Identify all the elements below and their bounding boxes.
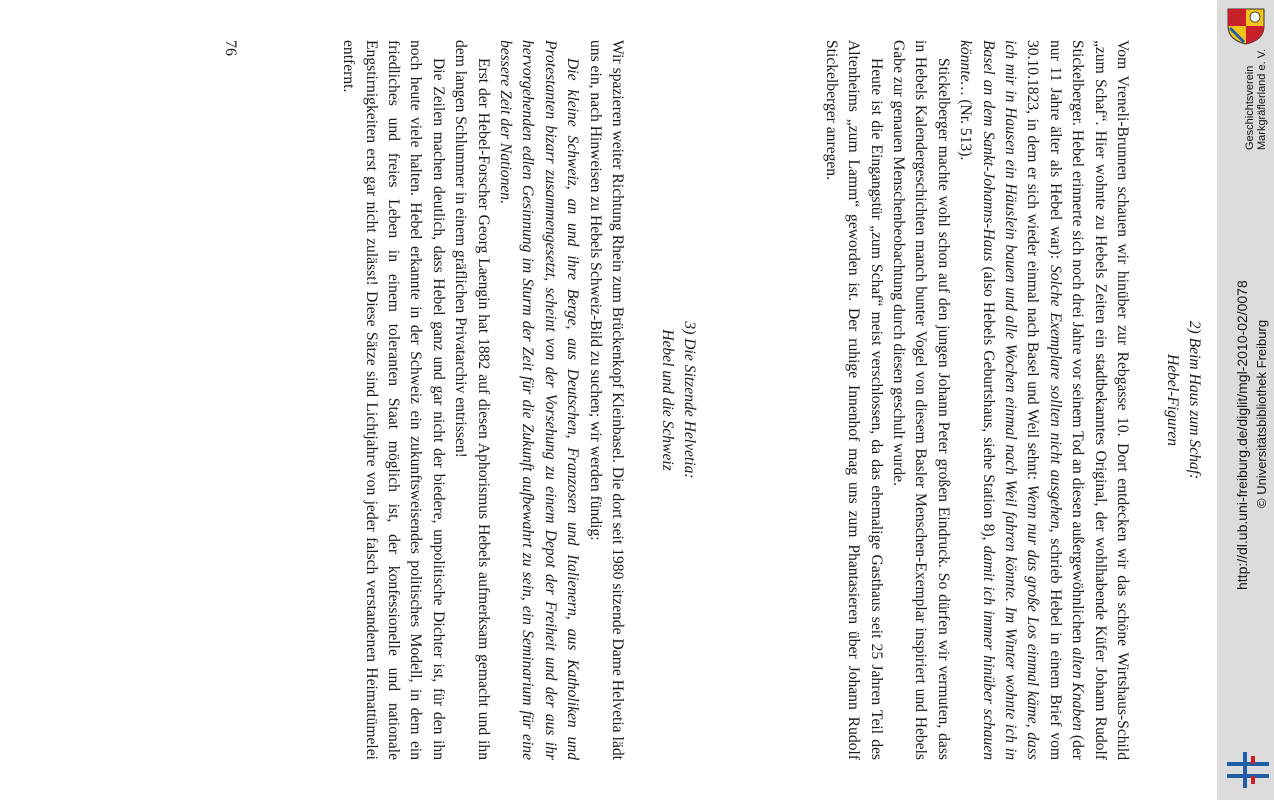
section1-paragraph-1-segment: Wenn nur das große Los einmal käme, dass ich mir in Hausen ein Häuslein bauen und alle Wochen einmal nach Weil fahren könnte. Im Winter wohnte ich in Basel an dem Sankt-Johanns-Haus xyxy=(979,40,1042,760)
section2-paragraph-1: Wir spazieren weiter Richtung Rhein zum Brückenkopf Kleinbasel. Die dort seit 1980 sitzende Dame Helvetia lädt uns ein, nach Hinweisen zu Hebels Schweiz-Bild zu suchen; wir werden fündig: xyxy=(586,40,626,760)
section2-subtitle: Hebel und die Schweiz xyxy=(659,329,676,471)
section2-body xyxy=(337,40,628,760)
section1-title: 2) Beim Haus zum Schaf: xyxy=(1186,320,1203,480)
section1-body xyxy=(819,40,1133,760)
section-haus-zum-schaf xyxy=(819,40,1205,760)
section2-paragraph-3: Erst der Hebel-Forscher Georg Laengin hat 1882 auf diesen Aphorismus Hebels aufmerksam gemacht und ihn dem langen Schlummer in einem gräflichen Privatarchiv entrissen! xyxy=(452,40,492,760)
section1-paragraph-2: Stickelberger machte wohl schon auf den jungen Johann Peter großen Eindruck. So dürfen wir vermuten, dass in Hebels Kalendergeschichten manch bunter Vogel von diesem Basler Menschen-Exemplar inspiriert und Hebels Gabe zur genauen Menschenbeobachtung durch diesen geschult wurde. xyxy=(889,40,952,760)
section1-subtitle: Hebel-Figuren xyxy=(1164,353,1181,447)
section2-paragraph-4: Die Zeilen machen deutlich, dass Hebel ganz und gar nicht der biedere, unpolitische Dichter ist, für den ihn noch heute viele halten. Hebel erkannte in der Schweiz ein zukunftsweisendes politisches Modell, in dem ein friedliches und freies Leben in einem toleranten Staat möglich ist, der konfessionelle und nationale Engstirnigkeiten erst gar nicht zulässt! Diese Sätze sind Lichtjahre von jeder falsch verstandenen Heimattümelei entfernt. xyxy=(340,40,447,760)
society-name-line-1: Geschichtsverein xyxy=(1244,65,1256,150)
section1-paragraph-1-segment: Solche Exemplare sollten nicht ausgehen xyxy=(1046,264,1064,529)
document-url[interactable]: http://dl.ub.uni-freiburg.de/diglit/mgl-2010-02/0078 xyxy=(1234,280,1250,590)
section-sitzende-helvetia xyxy=(337,40,700,760)
ub-freiburg-logo xyxy=(1225,750,1271,790)
copyright-notice: © Universitätsbibliothek Freiburg xyxy=(1254,319,1269,508)
page-number: 76 xyxy=(222,40,239,56)
section2-title: 3) Die Sitzende Helvetia: xyxy=(681,321,698,479)
section1-paragraph-3: Heute ist die Eingangstür „zum Schaf“ meist verschlossen, da das ehemalige Gasthaus seit 25 Jahren Teil des Altenheims „zum Lamm“ geworden ist. Der ruhige Innenhof mag uns zum Phantasieren über Johann Rudolf Stickelberger anregen. xyxy=(822,40,885,760)
section2-quote: Die kleine Schweiz, an und ihre Berge, aus Deutschen, Franzosen und Italienern, aus Katholiken und Protestanten bizarr zusammengesetzt, scheint von der Vorsehung zu einem Depot der Freiheit und der aus ihr hervorgehenden edlen Gesinnung im Sturm der Zeit für die Zukunft aufbewahrt zu sein, ein Seminarium für eine bessere Zeit der Nationen. xyxy=(496,40,582,760)
society-name-line-2: Markgräflerland e. V. xyxy=(1256,48,1268,150)
section1-paragraph-1-segment: (der nur 11 Jahre älter als Hebel war): xyxy=(1046,40,1087,760)
section1-paragraph-1-segment: damit ich immer hinüber schauen könnte… xyxy=(957,40,997,761)
section1-paragraph-1-segment: Vom Vreneli-Brunnen schauen wir hinüber zur Rebgasse 10. Dort entdecken wir das schöne Wirtshaus-Schild „zum Schaf“. Hier wohnte zu Hebels Zeiten ein stadtbekanntes Original, der wohlhabende Küfer Johann Rudolf Stickelberger. Hebel erinnerte sich noch drei Jahre vor seinem Tod an diesen außergewöhnlichen xyxy=(1069,40,1131,760)
section1-paragraph-1 xyxy=(954,40,1133,760)
section1-paragraph-1-segment: (also Hebels Geburtshaus, siehe Station 8), xyxy=(979,261,997,546)
section1-paragraph-1-segment: (Nr. 513). xyxy=(957,95,975,161)
rotated-page xyxy=(115,40,1205,760)
crest-logo xyxy=(1224,6,1268,46)
section1-paragraph-1-segment: , schrieb Hebel in einem Brief vom 30.10.1823, in dem er sich wieder einmal nach Basel und Weil sehnt: xyxy=(1024,40,1064,760)
section1-paragraph-1-segment: alten Knaben xyxy=(1069,647,1087,731)
